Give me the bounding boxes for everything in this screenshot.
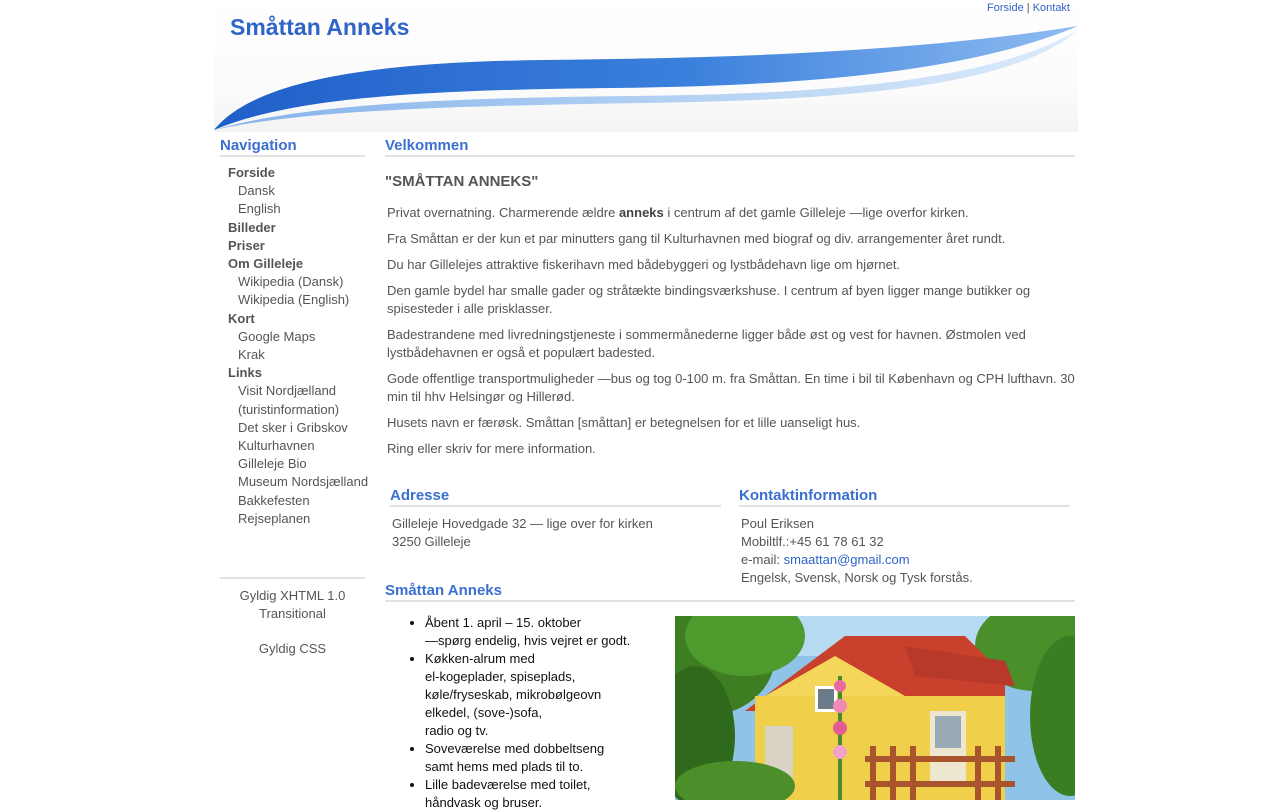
email-label: e-mail: bbox=[741, 552, 784, 567]
top-links bbox=[987, 2, 1070, 14]
feature-item: • Åbent 1. april – 15. oktober —spørg endelig, hvis vejret er godt. bbox=[425, 614, 695, 650]
top-link-home[interactable]: Forside bbox=[987, 2, 1024, 14]
welcome-paragraph: Den gamle bydel har smalle gader og stråtækte bindingsværkshuse. I centrum af byen ligger mange butikker og spisesteder i alle prisklasser. bbox=[387, 283, 1031, 316]
xhtml-valid-link-line2[interactable]: Transitional bbox=[259, 606, 326, 621]
css-valid-link[interactable]: Gyldig CSS bbox=[258, 641, 327, 656]
welcome-paragraph: Fra Småttan er der kun et par minutters gang til Kulturhavnen med biograf og div. arrangementer året rundt. bbox=[387, 231, 1006, 246]
sidebar-nav bbox=[220, 164, 369, 528]
header-banner bbox=[214, 0, 1078, 132]
intro-text-end: i centrum af det gamle Gilleleje —lige overfor kirken. bbox=[663, 205, 969, 220]
sidebar-item-forside[interactable]: Forside bbox=[228, 165, 275, 180]
welcome-paragraph: Du har Gillelejes attraktive fiskerihavn med bådebyggeri og lystbådehavn lige om hjørnet. bbox=[387, 257, 901, 272]
sidebar-item-museum-nordsjælland[interactable]: Museum Nordsjælland bbox=[238, 474, 369, 490]
sidebar-item-visit-nordjælland[interactable]: Visit Nordjælland bbox=[238, 383, 337, 399]
intro-paragraph bbox=[387, 204, 1075, 222]
sidebar-item-kort[interactable]: Kort bbox=[228, 310, 255, 326]
welcome-paragraphs bbox=[385, 230, 1075, 458]
page-container bbox=[214, 0, 1078, 810]
top-link-separator: | bbox=[1026, 2, 1030, 14]
site-title[interactable]: Småttan Anneks bbox=[230, 14, 410, 40]
sidebar-item-dansk[interactable]: Dansk bbox=[238, 183, 275, 199]
sidebar-item-rejseplanen[interactable]: Rejseplanen bbox=[238, 510, 311, 526]
contact-phone: Mobiltlf.:+45 61 78 61 32 bbox=[741, 534, 884, 549]
intro-bold-word: anneks bbox=[618, 205, 664, 220]
validation-badges bbox=[220, 577, 365, 658]
xhtml-valid-link-line1[interactable]: Gyldig XHTML 1.0 bbox=[239, 588, 346, 603]
main-content bbox=[385, 136, 1075, 810]
sidebar-item-wikipedia-dansk[interactable]: Wikipedia (Dansk) bbox=[238, 274, 344, 290]
house-photo-image bbox=[675, 616, 1075, 800]
annex-heading: Småttan Anneks bbox=[385, 581, 1075, 602]
sidebar-heading: Navigation bbox=[220, 136, 365, 157]
sidebar-item-google-maps[interactable]: Google Maps bbox=[238, 328, 316, 344]
sidebar-item-krak[interactable]: Krak bbox=[238, 347, 265, 363]
sidebar-item-links[interactable]: Links bbox=[228, 365, 262, 381]
sidebar-item-english[interactable]: English bbox=[238, 201, 281, 217]
feature-item: • Køkken-alrum med el-kogeplader, spiseplads, køle/fryseskab, mikrobølgeovn elkedel, (sove-)sofa, radio og tv. bbox=[425, 650, 695, 740]
sidebar-item-om-gilleleje[interactable]: Om Gilleleje bbox=[228, 256, 304, 272]
top-link-contact[interactable]: Kontakt bbox=[1032, 2, 1070, 14]
intro-text-start: Privat overnatning. Charmerende ældre bbox=[387, 205, 619, 220]
contact-section bbox=[739, 486, 1070, 587]
address-heading: Adresse bbox=[390, 486, 721, 507]
sidebar-item-gilleleje-bio[interactable]: Gilleleje Bio bbox=[238, 456, 307, 472]
sidebar-item-billeder[interactable]: Billeder bbox=[228, 219, 276, 235]
contact-email-row bbox=[741, 551, 1070, 569]
features-list bbox=[385, 614, 695, 812]
sidebar-item-det-sker-i-gribskov[interactable]: Det sker i Gribskov bbox=[238, 419, 348, 435]
sidebar-item-bakkefesten[interactable]: Bakkefesten bbox=[238, 492, 310, 508]
contact-heading: Kontaktinformation bbox=[739, 486, 1070, 507]
sidebar-item-wikipedia-english[interactable]: Wikipedia (English) bbox=[238, 292, 350, 308]
sidebar-item-kulturhavnen[interactable]: Kulturhavnen bbox=[238, 438, 315, 454]
address-section bbox=[390, 486, 721, 551]
sidebar-item-priser[interactable]: Priser bbox=[228, 237, 265, 253]
feature-item: • Lille badeværelse med toilet, håndvask og bruser. bbox=[425, 776, 695, 812]
feature-item: • Soveværelse med dobbeltseng samt hems med plads til to. bbox=[425, 740, 695, 776]
contact-languages: Engelsk, Svensk, Norsk og Tysk forstås. bbox=[741, 570, 973, 585]
welcome-paragraph: Badestrandene med livredningstjeneste i sommermånederne ligger både øst og vest for havnen. Østmolen ved lystbådehavnen er også et populært badested. bbox=[387, 327, 1026, 360]
welcome-paragraph: Gode offentlige transportmuligheder —bus og tog 0-100 m. fra Småttan. En time i bil til København og CPH lufthavn. 30 min til hhv Helsingør og Hillerød. bbox=[387, 371, 1075, 404]
welcome-paragraph: Husets navn er færøsk. Småttan [småttan] er betegnelsen for et lille uanseligt hus. bbox=[387, 415, 861, 430]
sidebar bbox=[220, 136, 369, 656]
welcome-paragraph: Ring eller skriv for mere information. bbox=[387, 441, 596, 456]
house-photo bbox=[675, 616, 1075, 800]
sidebar-item-turistinformation[interactable]: (turistinformation) bbox=[238, 401, 340, 417]
email-link[interactable]: smaattan@gmail.com bbox=[783, 552, 910, 567]
address-line1: Gilleleje Hovedgade 32 — lige over for kirken bbox=[392, 516, 653, 531]
page-title: "SMÅTTAN ANNEKS" bbox=[385, 173, 539, 190]
contact-name: Poul Eriksen bbox=[741, 516, 814, 531]
welcome-heading: Velkommen bbox=[385, 136, 1075, 157]
address-line2: 3250 Gilleleje bbox=[392, 534, 471, 549]
